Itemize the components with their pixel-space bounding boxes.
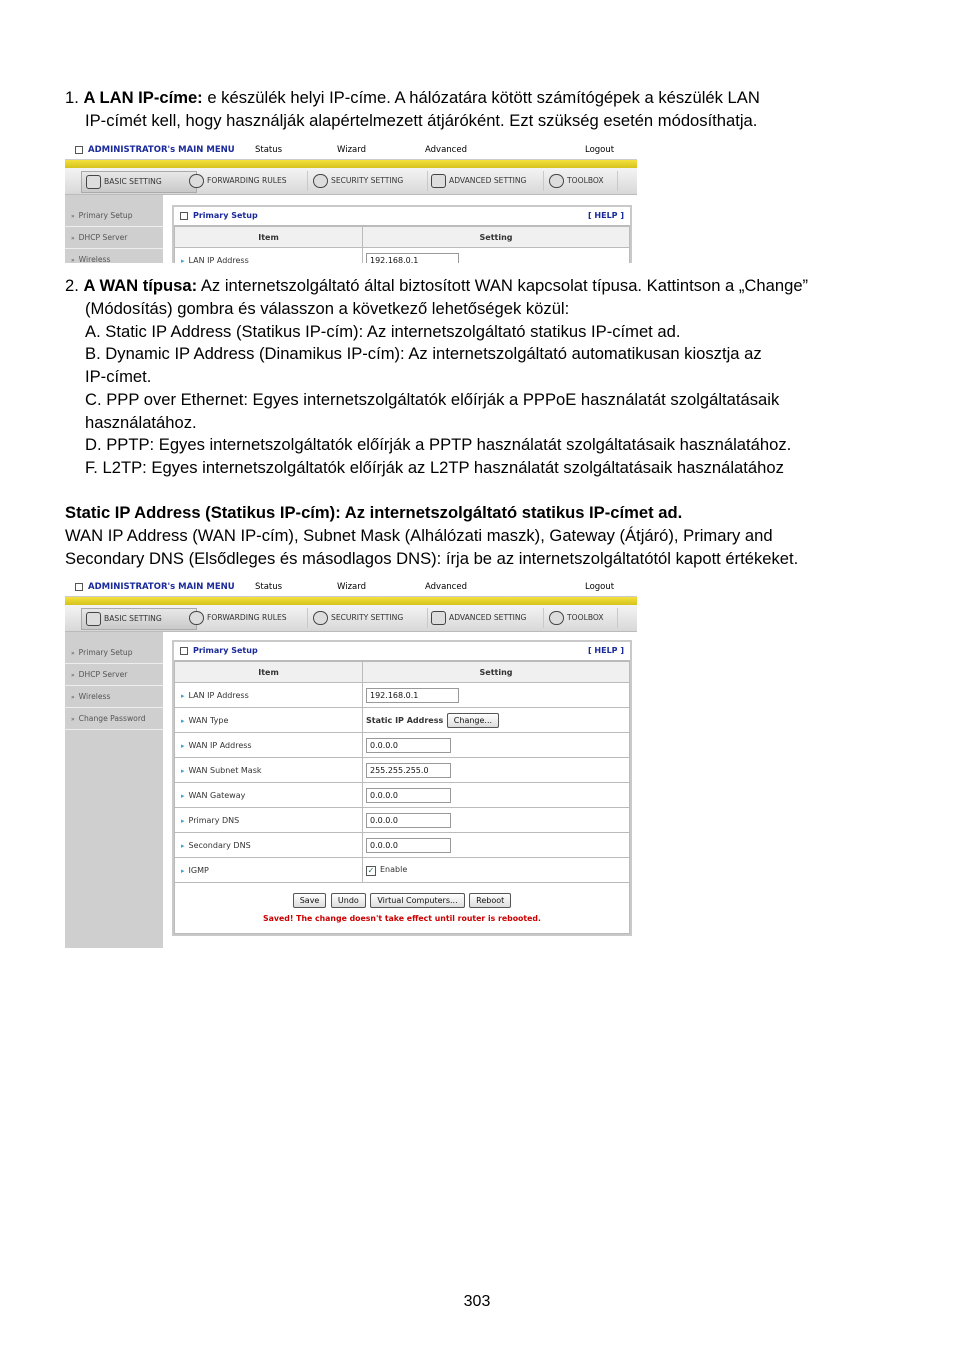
tab-basic-setting[interactable] <box>81 608 197 630</box>
item1-line1 <box>65 86 760 109</box>
table-row <box>175 248 630 264</box>
saved-message: Saved! The change doesn't take effect until router is rebooted. <box>263 914 541 923</box>
item1-number: 1. <box>65 88 79 107</box>
tab-basic-setting[interactable] <box>81 171 197 193</box>
option-b-line2: IP-címet. <box>85 367 152 386</box>
item2-text: Az internetszolgáltató által biztosított WAN kapcsolat típusa. Kattintson a „Change” <box>197 276 809 295</box>
option-f: F. L2TP: Egyes internetszolgáltatók előírják az L2TP használatát szolgáltatásaik használatához <box>85 458 784 477</box>
section-header <box>174 642 630 661</box>
status-link[interactable]: Status <box>255 582 283 592</box>
undo-button[interactable]: Undo <box>331 893 366 908</box>
tab-label: SECURITY SETTING <box>331 613 404 622</box>
option-a: A. Static IP Address (Statikus IP-cím): Az internetszolgáltató statikus IP-címet ad. <box>85 322 681 341</box>
tab-label: BASIC SETTING <box>104 177 162 186</box>
tab-bar <box>65 605 637 632</box>
toolbox-icon <box>549 611 564 625</box>
section-header <box>174 207 630 226</box>
table-row <box>175 833 630 858</box>
folder-icon <box>86 612 101 626</box>
sidebar-item-change-password[interactable]: » Change Password <box>65 708 163 730</box>
folder-icon <box>86 175 101 189</box>
tab-label: TOOLBOX <box>567 613 604 622</box>
tab-label: BASIC SETTING <box>104 614 162 623</box>
advanced-icon <box>431 174 446 188</box>
col-item: Item <box>175 227 363 248</box>
sidebar-item-primary-setup[interactable]: » Primary Setup <box>65 205 163 227</box>
sidebar-item-wireless[interactable]: » Wireless <box>65 686 163 708</box>
primary-dns-input[interactable]: 0.0.0.0 <box>366 813 451 828</box>
logout-link[interactable]: Logout <box>585 582 615 592</box>
top-menu <box>65 578 637 597</box>
settings-table <box>174 661 630 934</box>
tab-advanced-setting[interactable] <box>427 171 544 191</box>
logout-link[interactable]: Logout <box>585 145 615 155</box>
help-link[interactable]: [ HELP ] <box>587 646 624 655</box>
button-group <box>176 893 628 908</box>
action-row <box>175 883 630 934</box>
yellow-bar <box>65 160 637 168</box>
security-icon <box>313 611 328 625</box>
table-row <box>175 758 630 783</box>
sidebar-item-primary-setup[interactable]: » Primary Setup <box>65 642 163 664</box>
section-title: Primary Setup <box>180 207 258 225</box>
table-row <box>175 783 630 808</box>
row-label: ▸ Secondary DNS <box>175 833 363 858</box>
status-link[interactable]: Status <box>255 145 283 155</box>
row-label: ▸ WAN IP Address <box>175 733 363 758</box>
tab-label: ADVANCED SETTING <box>449 613 527 622</box>
item2-line2: (Módosítás) gombra és válasszon a következő lehetőségek közül: <box>85 299 570 318</box>
table-row <box>175 733 630 758</box>
advanced-link[interactable]: Advanced <box>425 582 467 592</box>
tab-advanced-setting[interactable] <box>427 608 544 628</box>
row-label: ▸ Primary DNS <box>175 808 363 833</box>
admin-menu-label: ADMINISTRATOR's MAIN MENU <box>75 582 235 592</box>
row-label: ▸ WAN Subnet Mask <box>175 758 363 783</box>
lan-ip-input[interactable]: 192.168.0.1 <box>366 688 459 703</box>
row-label: ▸ WAN Gateway <box>175 783 363 808</box>
main-area <box>65 195 637 263</box>
tab-security-setting[interactable] <box>309 608 428 628</box>
item2-line1 <box>65 274 808 297</box>
tab-bar <box>65 168 637 195</box>
yellow-bar <box>65 597 637 605</box>
security-icon <box>313 174 328 188</box>
static-line1: WAN IP Address (WAN IP-cím), Subnet Mask (Alhálózati maszk), Gateway (Átjáró), Primary and <box>65 526 773 545</box>
secondary-dns-input[interactable]: 0.0.0.0 <box>366 838 451 853</box>
tab-toolbox[interactable] <box>545 171 618 191</box>
igmp-enable-label: Enable <box>380 865 408 874</box>
wan-ip-input[interactable]: 0.0.0.0 <box>366 738 451 753</box>
wizard-link[interactable]: Wizard <box>337 145 366 155</box>
tab-toolbox[interactable] <box>545 608 618 628</box>
router-screenshot-full <box>65 578 637 948</box>
reboot-button[interactable]: Reboot <box>469 893 511 908</box>
toolbox-icon <box>549 174 564 188</box>
lan-ip-input[interactable]: 192.168.0.1 <box>366 253 459 264</box>
forwarding-icon <box>189 174 204 188</box>
option-d: D. PPTP: Egyes internetszolgáltatók előírják a PPTP használatát szolgáltatásaik használatához. <box>85 435 792 454</box>
tab-security-setting[interactable] <box>309 171 428 191</box>
col-setting: Setting <box>363 227 630 248</box>
option-c-line1: C. PPP over Ethernet: Egyes internetszolgáltatók előírják a PPPoE használatát szolgáltatásaik <box>85 390 780 409</box>
item1-line2: IP-címét kell, hogy használják alapértelmezett átjáróként. Ezt szükség esetén módosíthatja. <box>85 111 758 130</box>
top-menu <box>65 141 637 160</box>
row-label: ▸ LAN IP Address <box>175 248 363 264</box>
tab-label: FORWARDING RULES <box>207 613 287 622</box>
tab-forwarding-rules[interactable] <box>185 608 308 628</box>
main-area <box>65 632 637 948</box>
igmp-checkbox[interactable]: ✓ <box>367 866 375 875</box>
router-screenshot-small <box>65 141 637 263</box>
tab-forwarding-rules[interactable] <box>185 171 308 191</box>
sidebar-item-wireless[interactable]: » Wireless <box>65 249 163 263</box>
tab-label: SECURITY SETTING <box>331 176 404 185</box>
table-row <box>175 708 630 733</box>
primary-setup-panel <box>172 205 632 263</box>
sidebar <box>65 632 163 948</box>
tab-label: FORWARDING RULES <box>207 176 287 185</box>
page-number: 303 <box>463 1293 491 1310</box>
row-label: ▸ IGMP <box>175 858 363 883</box>
option-c-line2: használatához. <box>85 413 197 432</box>
change-button[interactable]: Change... <box>447 713 499 728</box>
row-label: ▸ LAN IP Address <box>175 683 363 708</box>
save-button[interactable]: Save <box>293 893 327 908</box>
wan-type-value: Static IP Address <box>366 715 444 725</box>
wan-subnet-mask-input[interactable]: 255.255.255.0 <box>366 763 451 778</box>
col-setting: Setting <box>363 662 630 683</box>
table-row <box>175 808 630 833</box>
item1-bold: A LAN IP-címe: <box>83 88 203 107</box>
table-row <box>175 683 630 708</box>
item1-text: e készülék helyi IP-címe. A hálózatára kötött számítógépek a készülék LAN <box>202 88 760 107</box>
option-b-line1: B. Dynamic IP Address (Dinamikus IP-cím): Az internetszolgáltató automatikusan kiosztja az <box>85 344 762 363</box>
help-link[interactable]: [ HELP ] <box>587 211 624 220</box>
advanced-icon <box>431 611 446 625</box>
settings-table <box>174 226 630 263</box>
tab-label: ADVANCED SETTING <box>449 176 527 185</box>
row-label: ▸ WAN Type <box>175 708 363 733</box>
sidebar-item-dhcp-server[interactable]: » DHCP Server <box>65 227 163 249</box>
section-title: Primary Setup <box>180 642 258 660</box>
col-item: Item <box>175 662 363 683</box>
item2-number: 2. <box>65 276 79 295</box>
admin-menu-label: ADMINISTRATOR's MAIN MENU <box>75 145 235 155</box>
virtual-computers-button[interactable]: Virtual Computers... <box>370 893 464 908</box>
static-line2: Secondary DNS (Elsődleges és másodlagos DNS): írja be az internetszolgáltatótól kapott értékeket. <box>65 549 799 568</box>
table-row <box>175 858 630 883</box>
advanced-link[interactable]: Advanced <box>425 145 467 155</box>
sidebar <box>65 195 163 263</box>
wizard-link[interactable]: Wizard <box>337 582 366 592</box>
primary-setup-panel <box>172 640 632 936</box>
forwarding-icon <box>189 611 204 625</box>
wan-gateway-input[interactable]: 0.0.0.0 <box>366 788 451 803</box>
item2-bold: A WAN típusa: <box>83 276 198 295</box>
tab-label: TOOLBOX <box>567 176 604 185</box>
sidebar-item-dhcp-server[interactable]: » DHCP Server <box>65 664 163 686</box>
static-heading: Static IP Address (Statikus IP-cím): Az internetszolgáltató statikus IP-címet ad. <box>65 503 683 522</box>
